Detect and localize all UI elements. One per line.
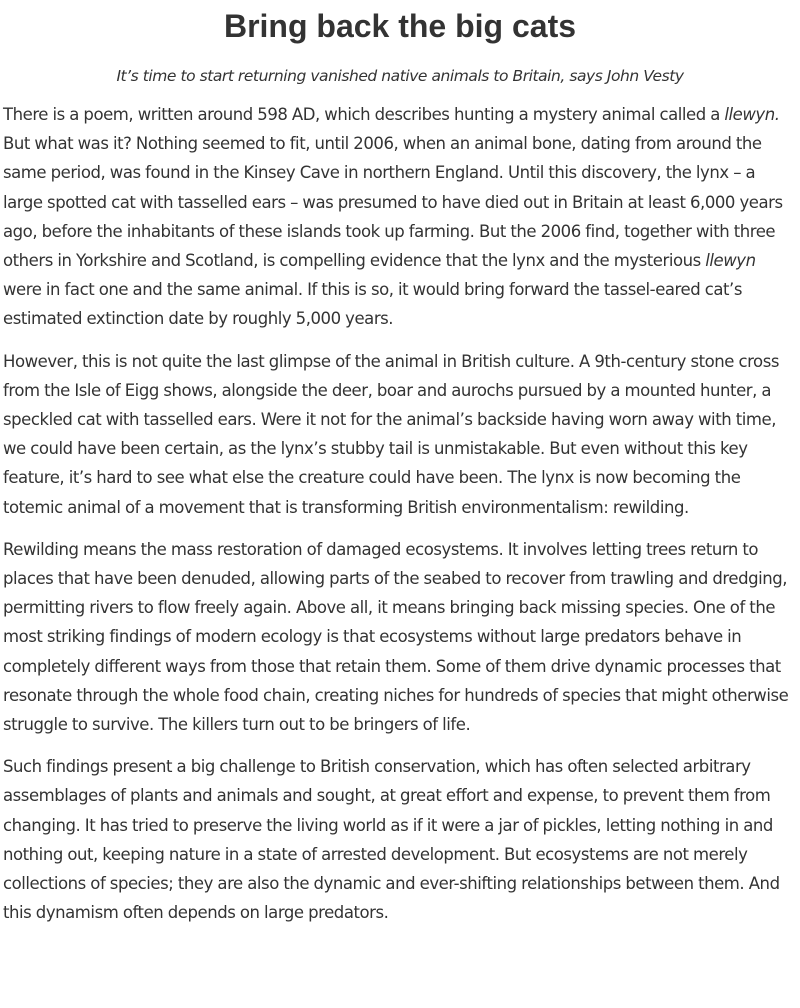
article-title: Bring back the big cats <box>223 8 577 44</box>
paragraph-1 <box>3 100 797 334</box>
paragraph-1-italic-llewyn: llewyn. <box>724 105 780 124</box>
article-subtitle: It’s time to start returning vanished native animals to Britain, says John Vesty <box>116 67 684 85</box>
paragraph-1-italic-llewyn-2: llewyn <box>705 251 756 271</box>
paragraph-1-text-a: There is a poem, written around 598 AD, which describes hunting a mystery animal called a <box>3 105 725 124</box>
paragraph-1-text-c: But what was it? Nothing seemed to fit, until 2006, when an animal bone, dating from around the same period, was found in the Kinsey Cave in northern England. Until this discovery, the lynx – a large spotted cat with tasselled ears – was presumed to have died out in Britain at least 6,000 years ago, before the inhabitants of these islands took up farming. But the 2006 find, together with three others in Yorkshire and Scotland, is compelling evidence that the lynx and the mysterious <box>3 134 783 271</box>
paragraph-4: Such findings present a big challenge to British conservation, which has often selected arbitrary assemblages of plants and animals and sought, at great effort and expense, to prevent them from changing. It has tried to preserve the living world as if it were a jar of pickles, letting nothing in and nothing out, keeping nature in a state of arrested development. But ecosystems are not merely collections of species; they are also the dynamic and ever-shifting relationships between them. And this dynamism often depends on large predators. <box>3 757 780 923</box>
paragraph-3: Rewilding means the mass restoration of damaged ecosystems. It involves letting trees return to places that have been denuded, allowing parts of the seabed to recover from trawling and dredging, permitting rivers to flow freely again. Above all, it means bringing back missing species. One of the most striking findings of modern ecology is that ecosystems without large predators behave in completely different ways from those that retain them. Some of them drive dynamic processes that resonate through the whole food chain, creating niches for hundreds of species that might otherwise struggle to survive. The killers turn out to be bringers of life. <box>3 539 789 735</box>
paragraph-2: However, this is not quite the last glimpse of the animal in British culture. A 9th-century stone cross from the Isle of Eigg shows, alongside the deer, boar and aurochs pursued by a mounted hunter, a speckled cat with tasselled ears. Were it not for the animal’s backside having worn away with time, we could have been certain, as the lynx’s stubby tail is unmistakable. But even without this key feature, it’s hard to see what else the creature could have been. The lynx is now becoming the totemic animal of a movement that is transforming British environmentalism: rewilding. <box>3 351 779 517</box>
article <box>0 10 800 927</box>
paragraph-1-text-e: were in fact one and the same animal. If this is so, it would bring forward the tassel-eared cat’s estimated extinction date by roughly 5,000 years. <box>3 280 742 329</box>
